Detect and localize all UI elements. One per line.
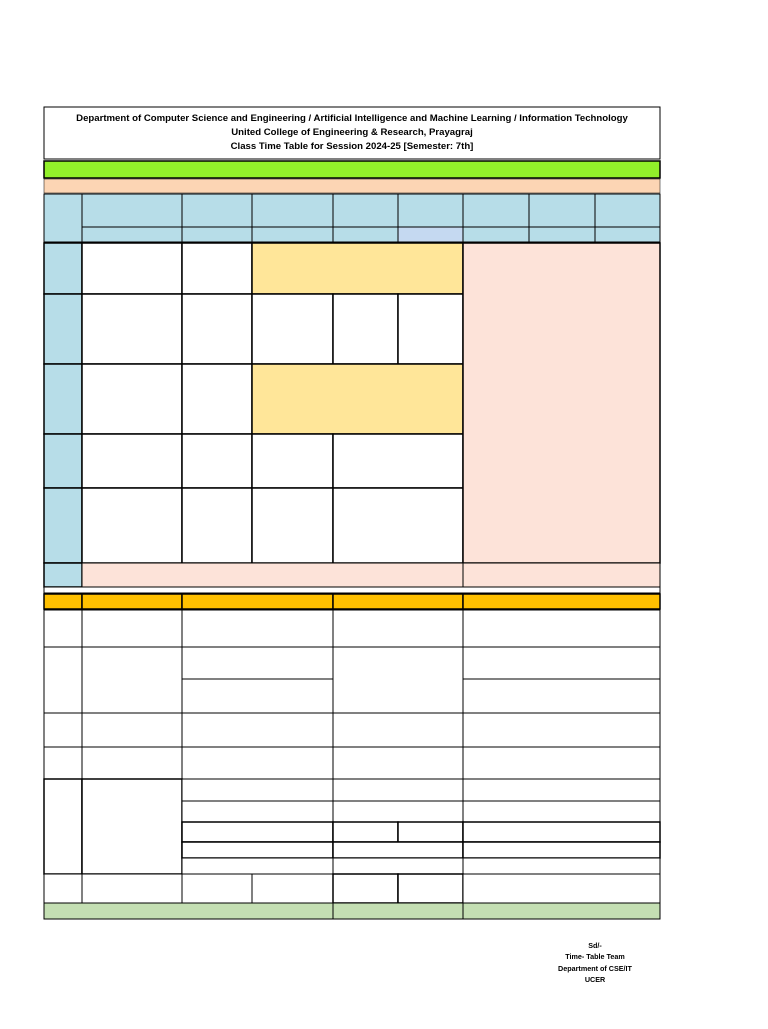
department-title: Department of Computer Science and Engineering / Artificial Intelligence and Machine Learning / Information Technology [76, 113, 628, 124]
day-row-2 [82, 294, 463, 364]
subject-row-3 [44, 713, 660, 747]
green-footer-row [44, 903, 660, 919]
day-row-5 [82, 488, 463, 563]
subject-row-1 [44, 610, 660, 647]
time-header-row [82, 227, 660, 242]
day-label-column [44, 243, 82, 587]
green-section-bar [44, 161, 660, 178]
subject-table-header [44, 594, 660, 609]
day-row-4 [82, 434, 463, 488]
peach-info-band [44, 179, 660, 193]
subject-row-2 [44, 647, 660, 713]
signature-department: Department of CSE/IT [558, 964, 632, 973]
signature-team: Time- Table Team [565, 952, 625, 961]
signature-institute: UCER [584, 975, 606, 984]
session-title: Class Time Table for Session 2024-25 [Semester: 7th] [230, 141, 474, 152]
signature-sd: Sd/- [588, 941, 602, 950]
college-name: United College of Engineering & Research, Prayagraj [231, 127, 473, 138]
separator-row [44, 587, 660, 593]
right-peach-block [463, 243, 660, 563]
subject-row-5 [44, 779, 660, 874]
subject-row-4 [44, 747, 660, 779]
day-row-1 [82, 243, 463, 294]
subject-row-6 [44, 874, 660, 903]
day-row-6 [82, 563, 660, 587]
day-row-3 [82, 364, 463, 434]
